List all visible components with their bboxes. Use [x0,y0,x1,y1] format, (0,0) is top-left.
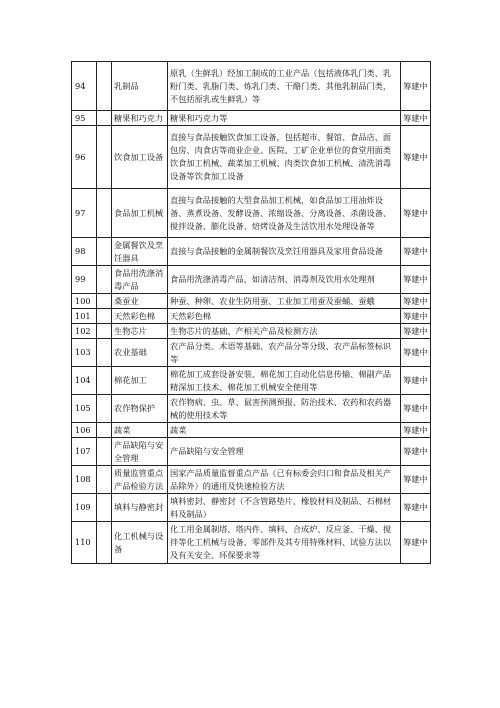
status-cell: 筹建中 [401,438,431,466]
row-number: 101 [72,309,97,324]
committee-name: 化工机械与设备 [112,522,168,564]
table-row [72,238,431,266]
table-row [72,294,431,309]
scope-description: 产品缺陷与安全管理 [168,438,401,466]
committee-name: 乳制品 [112,62,168,111]
committee-name: 农作物保护 [112,395,168,423]
row-number: 102 [72,324,97,339]
scope-description: 原乳（生鲜乳）经加工制成的工业产品（包括液体乳门类、乳粉门类、乳脂门类、炼乳门类、干酪门类、其他乳制品门类，不包括原乳或生鲜乳）等 [168,62,401,111]
committee-name: 蔬菜 [112,423,168,438]
scope-description: 国家产品质量监督重点产品（已有标委会归口和食品及相关产品除外）的通用及快速检验方法 [168,466,401,494]
blank-cell [97,466,112,494]
blank-cell [97,339,112,367]
row-number: 98 [72,238,97,266]
row-number: 110 [72,522,97,564]
row-number: 97 [72,189,97,238]
status-cell: 筹建中 [401,189,431,238]
table-row [72,324,431,339]
blank-cell [97,126,112,189]
committee-name: 糖果和巧克力 [112,111,168,126]
committee-name: 棉花加工 [112,367,168,395]
scope-description: 填料密封、静密封（不含管路垫片、橡胶材料及制品、石棉材料及制品） [168,494,401,522]
status-cell: 筹建中 [401,309,431,324]
row-number: 96 [72,126,97,189]
row-number: 95 [72,111,97,126]
row-number: 103 [72,339,97,367]
blank-cell [97,324,112,339]
status-cell: 筹建中 [401,367,431,395]
blank-cell [97,294,112,309]
blank-cell [97,522,112,564]
table-row [72,466,431,494]
row-number: 109 [72,494,97,522]
table-row [72,395,431,423]
scope-description: 蔬菜 [168,423,401,438]
status-cell: 筹建中 [401,494,431,522]
status-cell: 筹建中 [401,111,431,126]
table-row [72,126,431,189]
row-number: 105 [72,395,97,423]
status-cell: 筹建中 [401,466,431,494]
blank-cell [97,238,112,266]
committee-name: 饮食加工设备 [112,126,168,189]
committee-name: 农业基础 [112,339,168,367]
committee-name: 产品缺陷与安全管理 [112,438,168,466]
scope-description: 食品用洗涤消毒产品，如清洁剂、消毒剂及饮用水处理剂 [168,266,401,294]
status-cell: 筹建中 [401,294,431,309]
blank-cell [97,494,112,522]
blank-cell [97,309,112,324]
blank-cell [97,266,112,294]
blank-cell [97,189,112,238]
table-row [72,367,431,395]
scope-description: 农作物病、虫、草、鼠害预测预报、防治技术、农药和农药器械的使用技术等 [168,395,401,423]
scope-description: 直接与食品接触的金属制餐饮及烹饪用器具及家用食品设备 [168,238,401,266]
scope-description: 直接与食品接触饮食加工设备，包括超市、餐馆、食品店、面包房、肉食店等商业企业、医院、工矿企业单位的食堂用面类饮食加工机械、蔬菜加工机械、肉类饮食加工机械、清洗消毒设备等饮食加工设备 [168,126,401,189]
row-number: 107 [72,438,97,466]
row-number: 94 [72,62,97,111]
status-cell: 筹建中 [401,339,431,367]
committee-name: 食品加工机械 [112,189,168,238]
standards-table [71,61,431,564]
status-cell: 筹建中 [401,522,431,564]
table-row [72,522,431,564]
table-row [72,309,431,324]
status-cell: 筹建中 [401,395,431,423]
status-cell: 筹建中 [401,238,431,266]
blank-cell [97,395,112,423]
scope-description: 生物芯片的基础、产相关产品及检测方法 [168,324,401,339]
table-row [72,266,431,294]
row-number: 100 [72,294,97,309]
row-number: 108 [72,466,97,494]
committee-name: 生物芯片 [112,324,168,339]
row-number: 104 [72,367,97,395]
scope-description: 农产品分类、术语等基础、农产品分等分级、农产品标签标识等 [168,339,401,367]
scope-description: 直接与食品接触的大型食品加工机械，如食品加工用油炸设备、蒸煮设备、发酵设备、浓缩设备、分离设备、杀菌设备、搅拌设备、膨化设备、焙烤设备及生活饮用水处理设备等 [168,189,401,238]
table-row [72,438,431,466]
status-cell: 筹建中 [401,423,431,438]
table-row [72,339,431,367]
scope-description: 棉花加工成套设备安装、棉花加工自动化信息传输、棉副产品精深加工技术、棉花加工机械安全使用等 [168,367,401,395]
committee-name: 天然彩色棉 [112,309,168,324]
status-cell: 筹建中 [401,266,431,294]
table-body [72,62,431,564]
scope-description: 种蚕、种卵、农业生防用蚕、工业加工用蚕及蚕蛹、蚕蛾 [168,294,401,309]
committee-name: 桑蚕业 [112,294,168,309]
blank-cell [97,62,112,111]
committee-name: 食品用洗涤消毒产品 [112,266,168,294]
scope-description: 化工用金属制塔、塔内件、填料、合成炉、反应釜、干燥、搅拌等化工机械与设备、零部件及其专用特殊材料、试验方法以及有关安全、环保要求等 [168,522,401,564]
row-number: 106 [72,423,97,438]
table-row [72,423,431,438]
table-row [72,62,431,111]
blank-cell [97,367,112,395]
committee-name: 填料与静密封 [112,494,168,522]
status-cell: 筹建中 [401,62,431,111]
scope-description: 糖果和巧克力等 [168,111,401,126]
blank-cell [97,438,112,466]
blank-cell [97,111,112,126]
table-row [72,494,431,522]
blank-cell [97,423,112,438]
row-number: 99 [72,266,97,294]
table-row [72,111,431,126]
committee-name: 金属餐饮及烹饪器具 [112,238,168,266]
committee-name: 质量监管重点产品检验方法 [112,466,168,494]
scope-description: 天然彩色棉 [168,309,401,324]
table-row [72,189,431,238]
status-cell: 筹建中 [401,324,431,339]
status-cell: 筹建中 [401,126,431,189]
